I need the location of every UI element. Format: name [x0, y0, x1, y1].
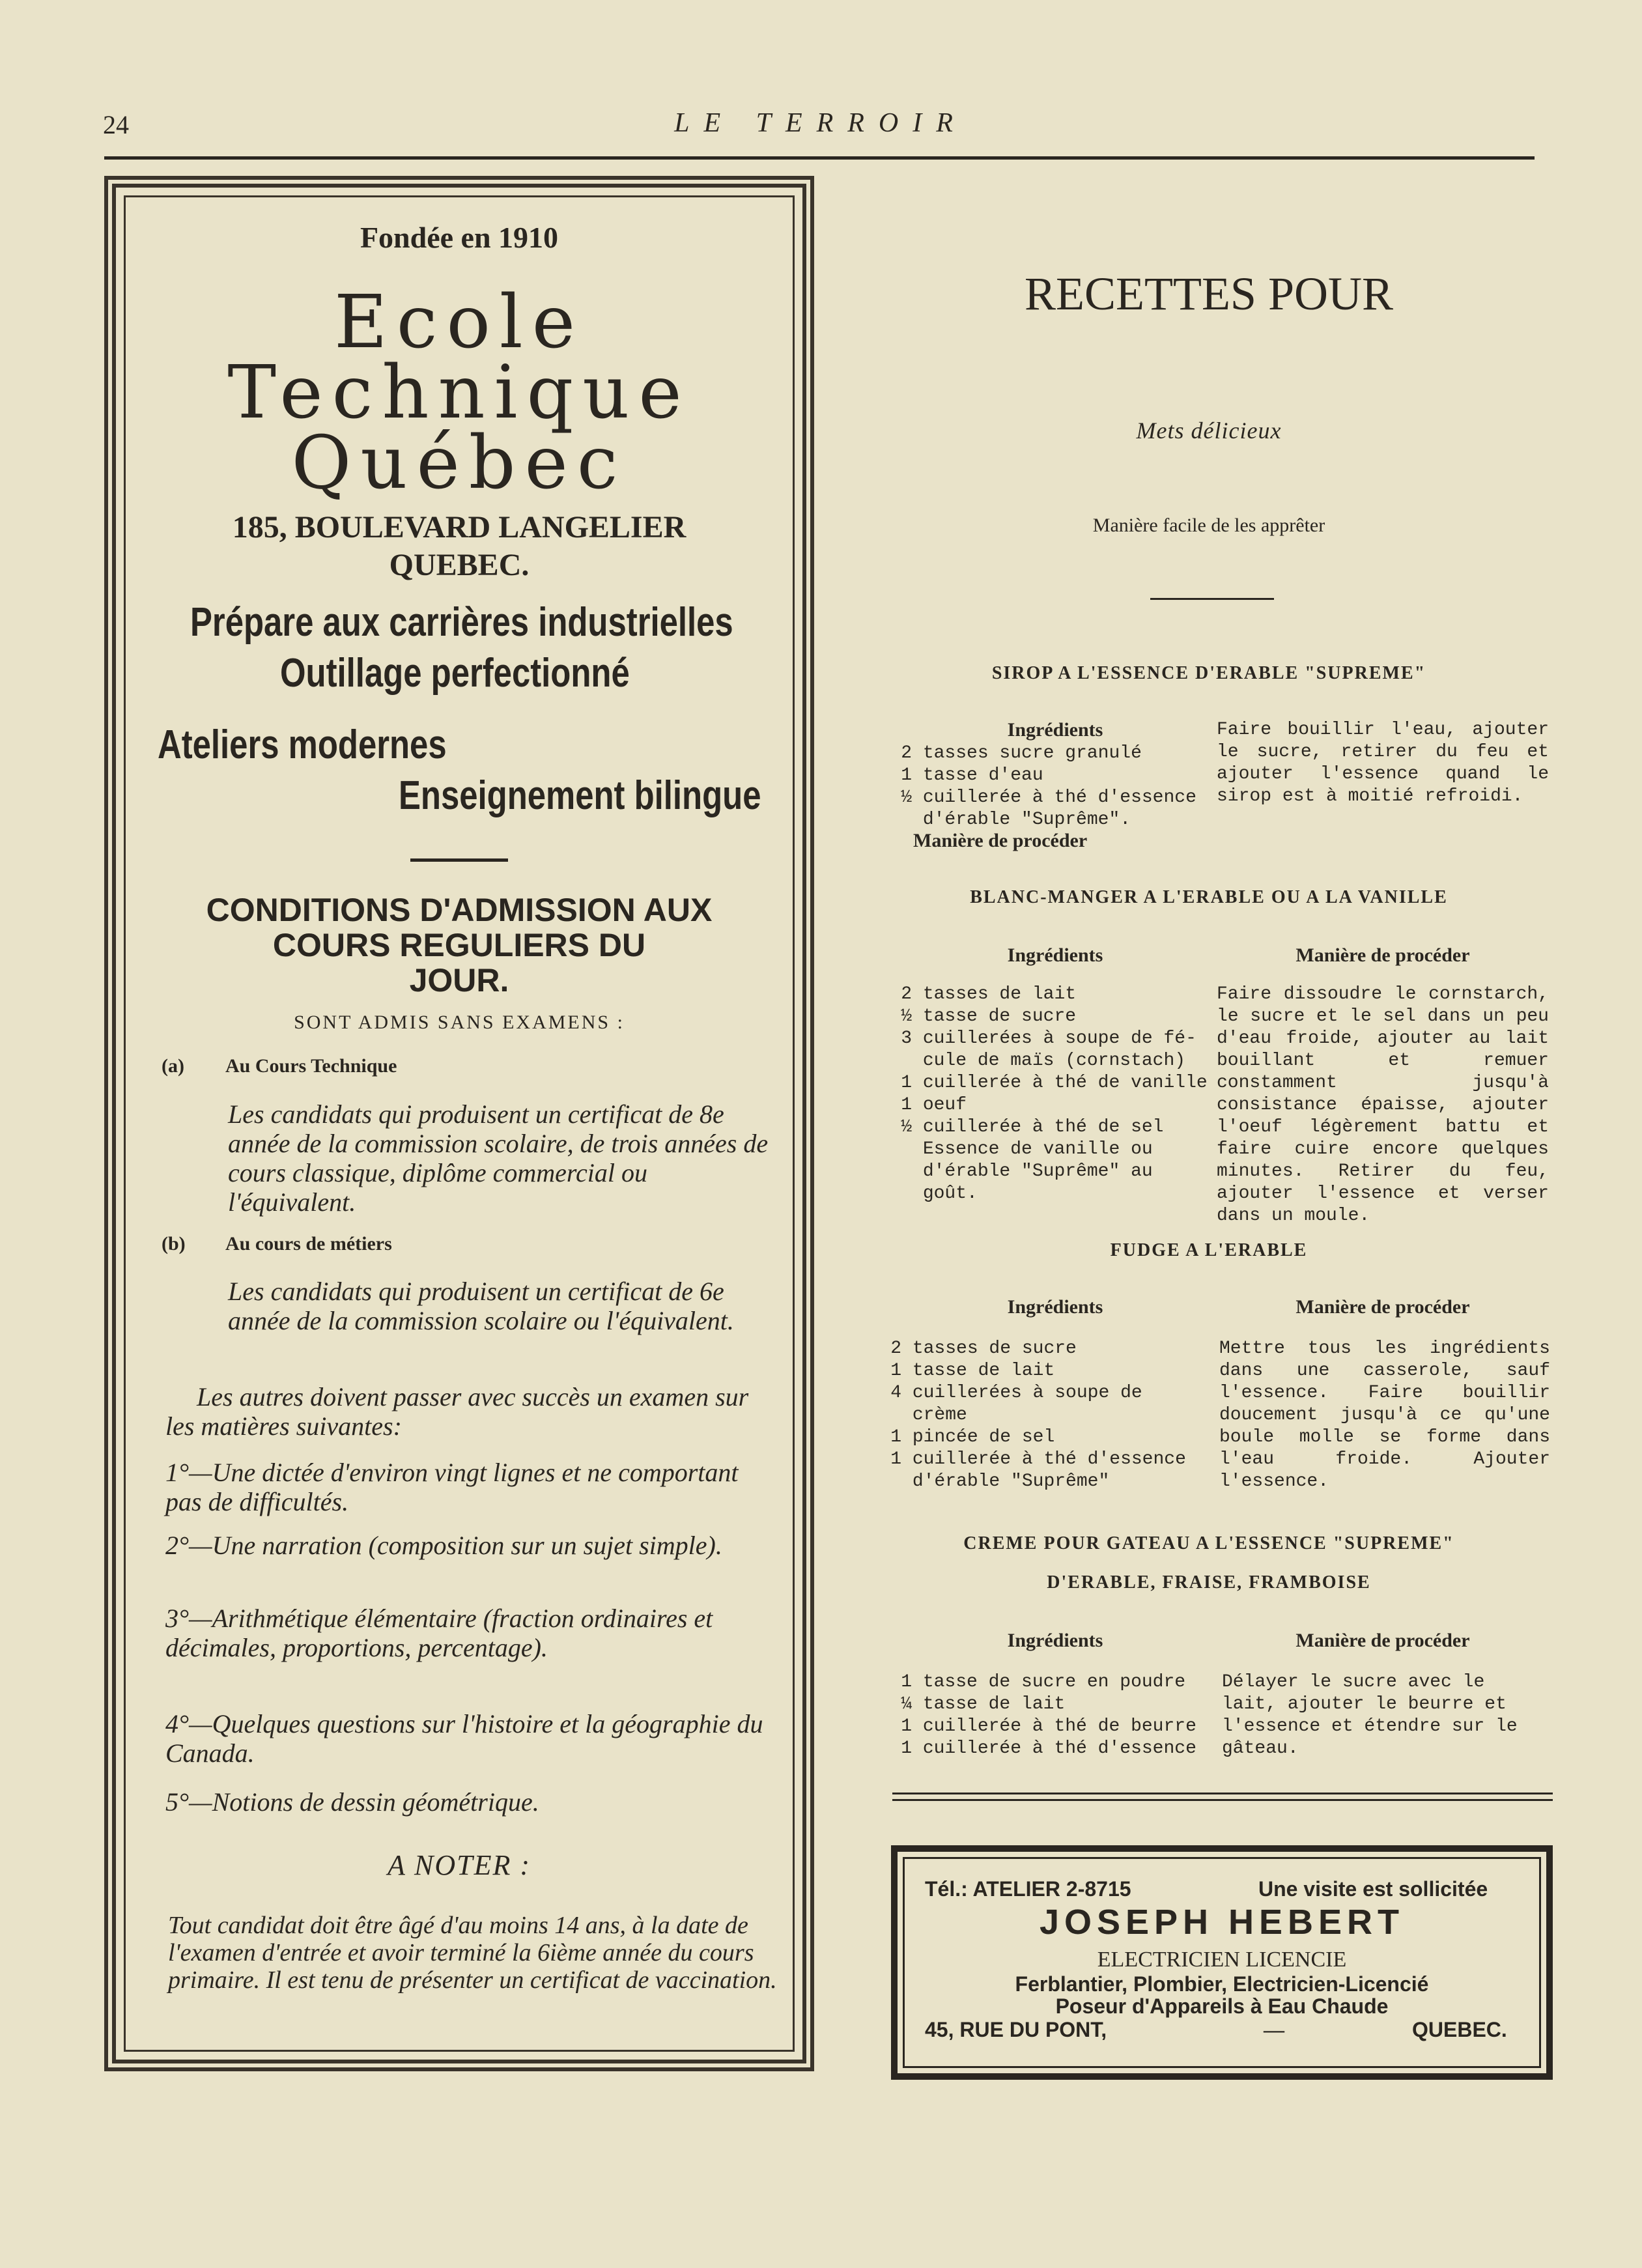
fudge-title: FUDGE A L'ERABLE	[1110, 1240, 1308, 1260]
others-text: Les autres doivent passer avec succès un examen sur les matières suivantes:	[165, 1382, 749, 1441]
fudge-ingredients	[875, 1338, 1221, 1493]
ingredient-line: 1 tasse de lait	[890, 1361, 1055, 1381]
blanc-manger-ingredients	[886, 984, 1224, 1205]
ingredient-line: crème	[912, 1405, 967, 1425]
exam-item-2: 2°—Une narration (composition sur un sujet simple).	[165, 1531, 722, 1560]
ingredient-line: d'érable "Suprême".	[922, 810, 1131, 830]
category-a-title: Au Cours Technique	[225, 1055, 397, 1077]
admission-title-line1: CONDITIONS D'ADMISSION AUX	[206, 892, 713, 928]
sirop-ingredients-heading: Ingrédients	[1007, 719, 1103, 741]
founded-line: Fondée en 1910	[360, 221, 559, 254]
hebert-services-line2: Poseur d'Appareils à Eau Chaude	[1055, 1994, 1389, 2018]
exam-item-1: 1°—Une dictée d'environ vingt lignes et ne comportant pas de difficultés.	[165, 1458, 739, 1516]
sirop-ingredients	[886, 743, 1224, 831]
blanc-manger-method: Faire dissoudre le cornstarch, le sucre et le sel dans un peu d'eau froide, ajouter au lait bouillant et remuer constamment jusqu'à consistance épaisse, ajouter l'oeuf légèrement battu et faire cuire encore quelques minutes. Retirer du feu, ajouter l'essence et verser dans un moule.	[1217, 984, 1549, 1226]
ingredient-line: 1 cuillerée à thé d'essence	[890, 1449, 1186, 1469]
exam-item-3: 3°—Arithmétique élémentaire (fraction ordinaires et décimales, proportions, percentage).	[165, 1604, 713, 1662]
ingredient-line: ½ tasse de sucre	[901, 1006, 1077, 1027]
creme-ingredients	[886, 1671, 1231, 1760]
ingredient-line: 2 tasses de sucre	[890, 1339, 1077, 1359]
noter-heading: A NOTER :	[387, 1849, 531, 1881]
hebert-telephone: Tél.: ATELIER 2-8715	[925, 1877, 1131, 1901]
school-name-line3: Québec	[291, 421, 627, 505]
blanc-manger-title: BLANC-MANGER A L'ERABLE OU A LA VANILLE	[970, 887, 1448, 907]
hebert-address: 45, RUE DU PONT,	[925, 2018, 1107, 2041]
category-b-title: Au cours de métiers	[225, 1233, 392, 1254]
ingredient-line: cule de maïs (cornstach)	[922, 1051, 1186, 1071]
ingredient-line: 1 cuillerée à thé de vanille	[901, 1073, 1208, 1093]
school-name-line2: Technique	[227, 350, 691, 435]
sans-examens-heading: SONT ADMIS SANS EXAMENS :	[294, 1012, 625, 1033]
ingredient-line: 1 oeuf	[901, 1095, 967, 1115]
admission-title-line2: COURS REGULIERS DU	[272, 927, 646, 963]
ingredient-line: 1 cuillerée à thé d'essence	[901, 1738, 1196, 1759]
sirop-method: Faire bouillir l'eau, ajouter le sucre, retirer du feu et ajouter l'essence quand le sirop est à moitié refroidi.	[1217, 720, 1549, 806]
sirop-title: SIROP A L'ESSENCE D'ERABLE "SUPREME"	[991, 663, 1426, 683]
fudge-method: Mettre tous les ingrédients dans une casserole, sauf l'essence. Faire bouillir doucement jusqu'à ce qu'une boule molle se forme dans l'eau froide. Ajouter l'essence.	[1219, 1339, 1550, 1492]
exam-item-4: 4°—Quelques questions sur l'histoire et la géographie du Canada.	[165, 1709, 763, 1768]
category-b-text: Les candidats qui produisent un certificat de 6e année de la commission scolaire ou l'équivalent.	[228, 1277, 734, 1335]
ingredient-line: 1 tasse d'eau	[901, 765, 1043, 786]
hebert-visit-note: Une visite est sollicitée	[1258, 1877, 1488, 1901]
fudge-ingredients-heading: Ingrédients	[1007, 1296, 1103, 1318]
slogan-line2: Outillage perfectionné	[280, 651, 630, 696]
slogan-line1: Prépare aux carrières industrielles	[190, 600, 733, 645]
ingredient-line: 1 tasse de sucre en poudre	[901, 1672, 1186, 1692]
fudge-method-heading: Manière de procéder	[1295, 1296, 1470, 1318]
ingredient-line: 1 pincée de sel	[890, 1427, 1055, 1447]
running-title: LE TERROIR	[674, 108, 967, 138]
ingredient-line: goût.	[922, 1184, 978, 1204]
category-a-text: Les candidats qui produisent un certificat de 8e année de la commission scolaire, de trois années de cours classique, diplôme commercial ou l'équivalent.	[228, 1099, 769, 1217]
ingredient-line: d'érable "Suprême" au	[922, 1161, 1153, 1182]
school-address-line2: QUEBEC.	[389, 548, 530, 582]
slogan-line4: Enseignement bilingue	[399, 773, 761, 818]
section-rule	[892, 1793, 1553, 1794]
ingredient-line: 2 tasses sucre granulé	[901, 743, 1142, 763]
recettes-divider	[1150, 598, 1274, 600]
hebert-services-line1: Ferblantier, Plombier, Electricien-Licencié	[1015, 1972, 1429, 1996]
slogan-line3: Ateliers modernes	[158, 722, 447, 767]
school-name-line1: Ecole	[333, 280, 584, 365]
ingredient-line: d'érable "Suprême"	[912, 1471, 1110, 1492]
ingredient-line: 4 cuillerées à soupe de	[890, 1383, 1142, 1403]
ad-divider	[410, 858, 508, 862]
admission-title-line3: JOUR.	[409, 962, 509, 999]
category-b-letter: (b)	[162, 1233, 186, 1254]
header-rule	[104, 156, 1535, 160]
creme-subtitle: D'ERABLE, FRAISE, FRAMBOISE	[1047, 1572, 1371, 1593]
ingredient-line: 1 cuillerée à thé de beurre	[901, 1716, 1196, 1736]
creme-method-heading: Manière de procéder	[1295, 1630, 1470, 1651]
exam-item-5: 5°—Notions de dessin géométrique.	[165, 1787, 539, 1817]
recettes-tagline: Manière facile de les apprêter	[1092, 515, 1325, 536]
hebert-trade: ELECTRICIEN LICENCIE	[1097, 1948, 1347, 1972]
ingredient-line: Essence de vanille ou	[922, 1139, 1153, 1159]
creme-ingredients-heading: Ingrédients	[1007, 1630, 1103, 1651]
creme-title: CREME POUR GATEAU A L'ESSENCE "SUPREME"	[963, 1533, 1454, 1553]
creme-method: Délayer le sucre avec le lait, ajouter le beurre et l'essence et étendre sur le gâteau.	[1222, 1672, 1518, 1759]
hebert-name: JOSEPH HEBERT	[1039, 1903, 1405, 1942]
section-rule	[892, 1799, 1553, 1801]
recettes-subtitle: Mets délicieux	[1136, 418, 1282, 444]
school-address-line1: 185, BOULEVARD LANGELIER	[232, 510, 687, 545]
blanc-manger-ingredients-heading: Ingrédients	[1007, 944, 1103, 966]
blanc-manger-method-heading: Manière de procéder	[1295, 944, 1470, 966]
ingredient-line: ½ cuillerée à thé de sel	[901, 1117, 1164, 1137]
noter-text: Tout candidat doit être âgé d'au moins 14 ans, à la date de l'examen d'entrée et avoir terminé la 6ième année du cours primaire. Il est tenu de présenter un certificat de vaccination.	[168, 1912, 777, 1994]
recettes-title: RECETTES POUR	[1024, 268, 1394, 320]
ingredient-line: 3 cuillerées à soupe de fé-	[901, 1028, 1196, 1049]
ingredient-line: ½ cuillerée à thé d'essence	[901, 787, 1196, 808]
hebert-dash: —	[1264, 2018, 1284, 2041]
hebert-city: QUEBEC.	[1412, 2018, 1507, 2041]
page-number: 24	[103, 110, 129, 139]
category-a-letter: (a)	[162, 1055, 184, 1077]
ingredient-line: ¼ tasse de lait	[901, 1694, 1066, 1714]
sirop-method-heading: Manière de procéder	[913, 830, 1088, 851]
ingredient-line: 2 tasses de lait	[901, 984, 1077, 1004]
